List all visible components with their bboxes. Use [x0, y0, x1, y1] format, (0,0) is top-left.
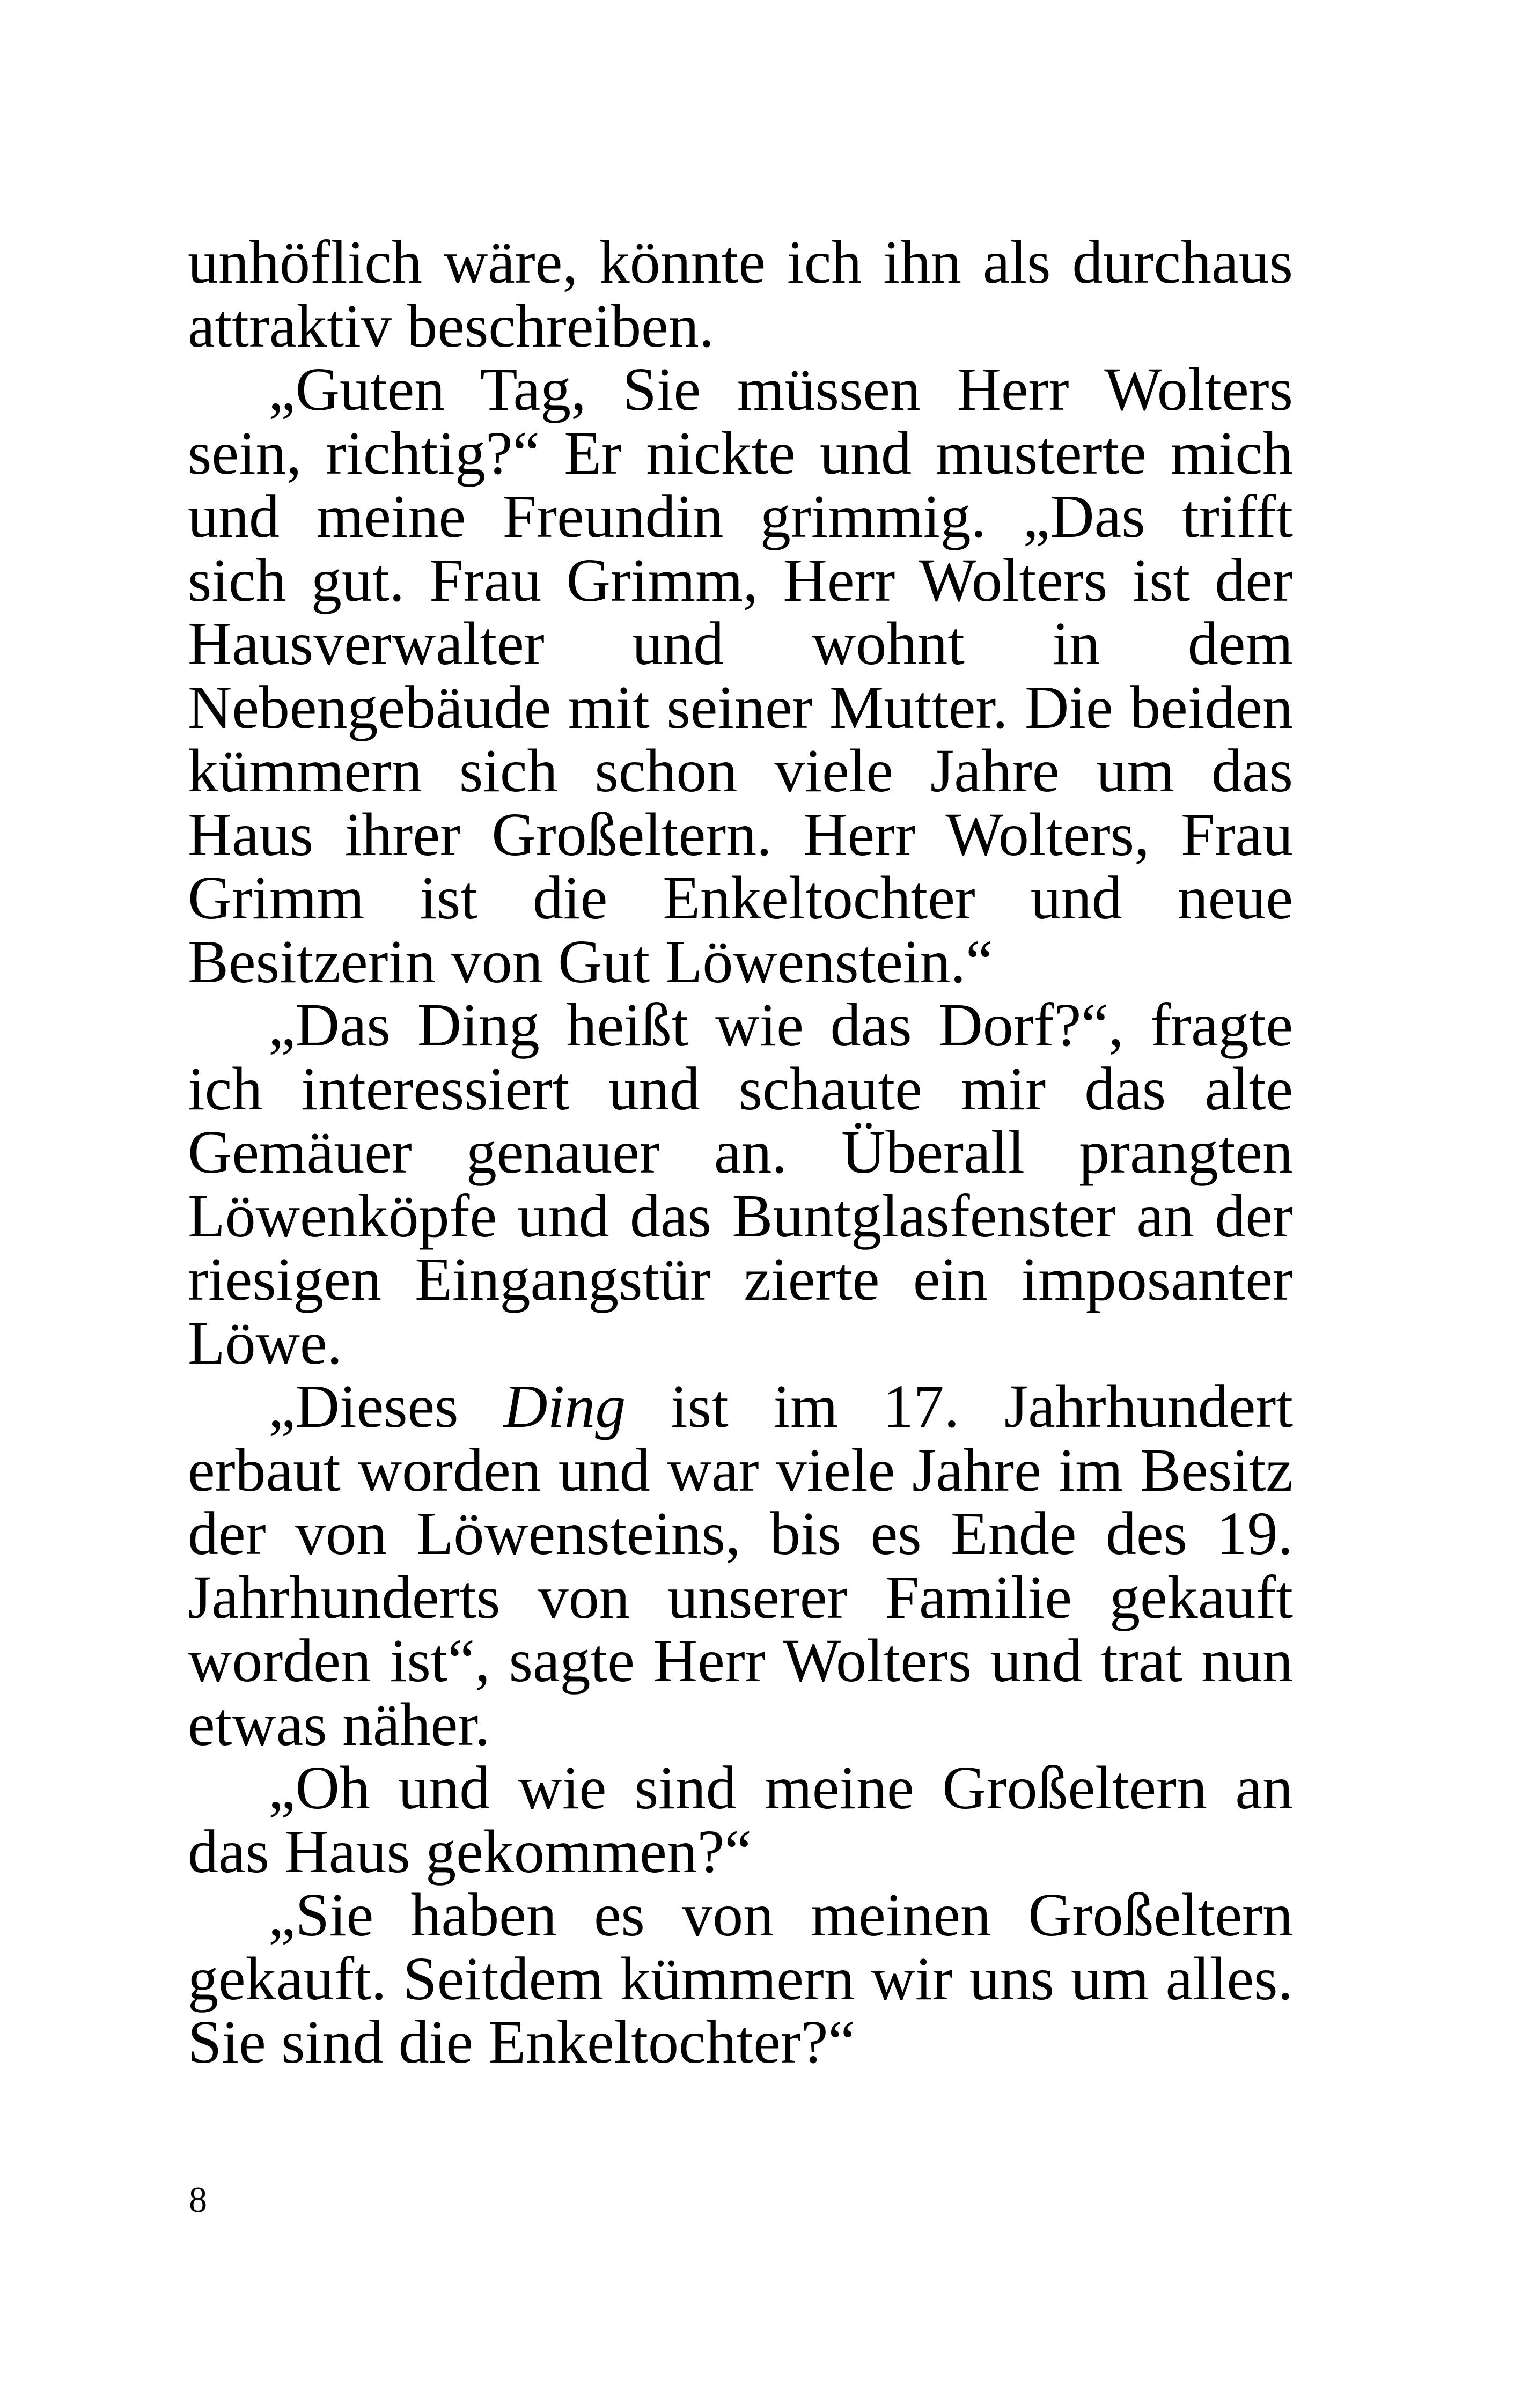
paragraph-text: „Oh und wie sind meine Großeltern an das Haus gekommen?“ [188, 1754, 1293, 1886]
paragraph-4 [188, 1372, 1293, 1758]
paragraph-6 [188, 1883, 1293, 2074]
body-text [188, 228, 1293, 2076]
paragraph-text: „Guten Tag, Sie müssen Herr Wolters sein, richtig?“ Er nickte und musterte mich und meine Freundin grimmig. „Das trifft sich gut. Frau Grimm, Herr Wolters ist der Hausverwalter und wohnt in dem Nebengebäude mit seiner Mutter. Die beiden kümmern sich schon viele Jahre um das Haus ihrer Großeltern. Herr Wolters, Frau Grimm ist die Enkeltochter und neue Besitzerin von Gut Löwenstein.“ [188, 355, 1293, 996]
italic-word: Ding [503, 1372, 626, 1440]
paragraph-text: „Dieses [268, 1372, 504, 1440]
paragraph-3 [188, 993, 1293, 1375]
paragraph-text: „Sie haben es von meinen Großeltern gekauft. Seitdem kümmern wir uns um alles. Sie sind die Enkeltochter?“ [188, 1881, 1293, 2076]
paragraph-1 [188, 228, 1293, 360]
paragraph-2 [188, 355, 1293, 996]
paragraph-text: ist im 17. Jahrhundert erbaut worden und war viele Jahre im Besitz der von Löwensteins, bis es Ende des 19. Jahrhunderts von unserer Familie gekauft worden ist“, sagte Herr Wolters und trat nun etwas näher. [188, 1372, 1293, 1758]
paragraph-5 [188, 1754, 1293, 1886]
page-number: 8 [189, 2179, 207, 2220]
paragraph-text: „Das Ding heißt wie das Dorf?“, fragte ich interessiert und schaute mir das alte Gemäuer genauer an. Überall prangten Löwenköpfe und das Buntglasfenster an der riesigen Eingangstür zierte ein imposanter Löwe. [188, 991, 1293, 1377]
paragraph-text: unhöflich wäre, könnte ich ihn als durchaus attraktiv beschreiben. [188, 228, 1293, 360]
